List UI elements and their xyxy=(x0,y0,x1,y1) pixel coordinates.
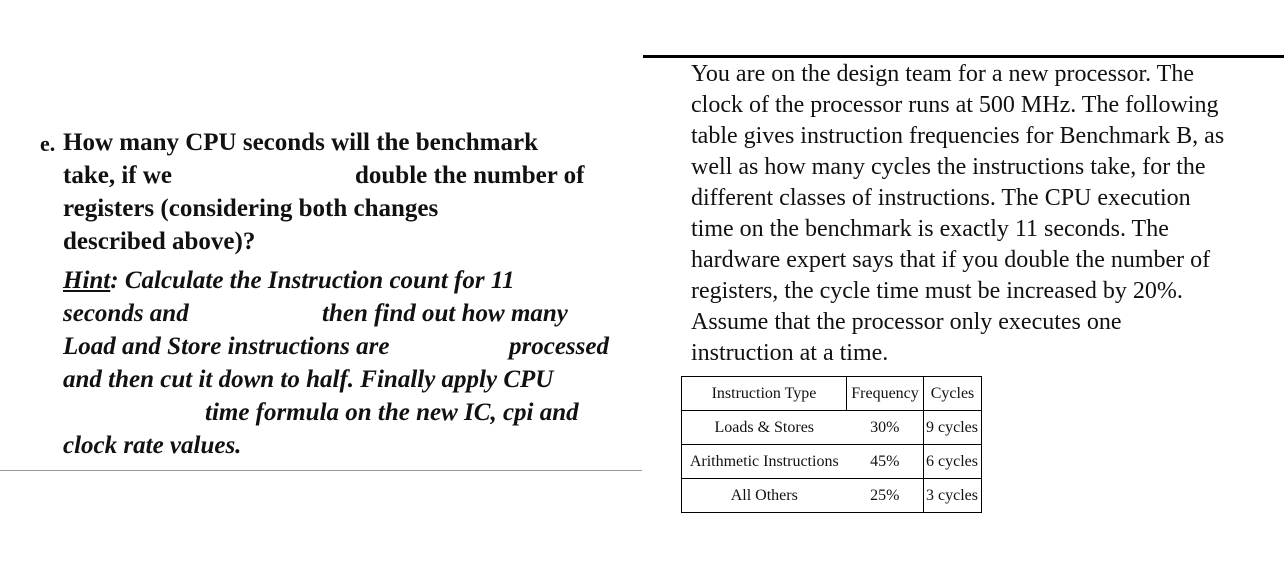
hint-label: Hint xyxy=(63,267,111,294)
question-label: e. xyxy=(40,131,56,156)
cell-frequency: 25% xyxy=(847,479,924,513)
table-header-row xyxy=(682,377,982,411)
problem-line-5: different classes of instructions. The CPU execution xyxy=(691,185,1191,211)
table-row xyxy=(682,445,982,479)
hint-line-3b: processed xyxy=(509,333,609,360)
hint-line-1 xyxy=(63,267,515,295)
problem-line-9: Assume that the processor only executes one xyxy=(691,309,1122,335)
cell-instruction-type: Loads & Stores xyxy=(682,411,847,445)
problem-line-8: registers, the cycle time must be increased by 20%. xyxy=(691,278,1183,304)
table-row xyxy=(682,411,982,445)
problem-line-4: well as how many cycles the instructions take, for the xyxy=(691,154,1206,180)
question-line-2b: double the number of xyxy=(355,162,585,189)
header-instruction-type: Instruction Type xyxy=(682,377,847,411)
table-row xyxy=(682,479,982,513)
problem-line-7: hardware expert says that if you double the number of xyxy=(691,247,1211,273)
hint-line-3a: Load and Store instructions are xyxy=(63,333,390,360)
problem-line-3: table gives instruction frequencies for Benchmark B, as xyxy=(691,123,1225,149)
cell-frequency: 30% xyxy=(847,411,924,445)
hint-line-2b: then find out how many xyxy=(322,300,568,327)
header-frequency: Frequency xyxy=(847,377,924,411)
question-line-4: described above)? xyxy=(63,228,256,255)
hint-text-1: : Calculate the Instruction count for 11 xyxy=(110,267,515,294)
problem-line-2: clock of the processor runs at 500 MHz. The following xyxy=(691,92,1219,118)
question-line-3: registers (considering both changes xyxy=(63,195,439,222)
hint-line-4: and then cut it down to half. Finally apply CPU xyxy=(63,366,554,393)
problem-line-1: You are on the design team for a new processor. The xyxy=(691,61,1194,87)
question-line-2a: take, if we xyxy=(63,162,172,189)
hint-line-6: clock rate values. xyxy=(63,432,242,459)
question-line-1: How many CPU seconds will the benchmark xyxy=(63,129,539,156)
problem-line-6: time on the benchmark is exactly 11 seconds. The xyxy=(691,216,1169,242)
bottom-divider xyxy=(0,470,642,471)
hint-line-2a: seconds and xyxy=(63,300,189,327)
problem-line-10: instruction at a time. xyxy=(691,340,889,366)
cell-instruction-type: Arithmetic Instructions xyxy=(682,445,847,479)
hint-line-5: time formula on the new IC, cpi and xyxy=(205,399,579,426)
header-cycles: Cycles xyxy=(924,377,982,411)
cell-instruction-type: All Others xyxy=(682,479,847,513)
cell-frequency: 45% xyxy=(847,445,924,479)
cell-cycles: 3 cycles xyxy=(924,479,982,513)
cell-cycles: 9 cycles xyxy=(924,411,982,445)
top-divider xyxy=(643,55,1284,58)
cell-cycles: 6 cycles xyxy=(924,445,982,479)
instruction-frequency-table xyxy=(681,376,982,513)
